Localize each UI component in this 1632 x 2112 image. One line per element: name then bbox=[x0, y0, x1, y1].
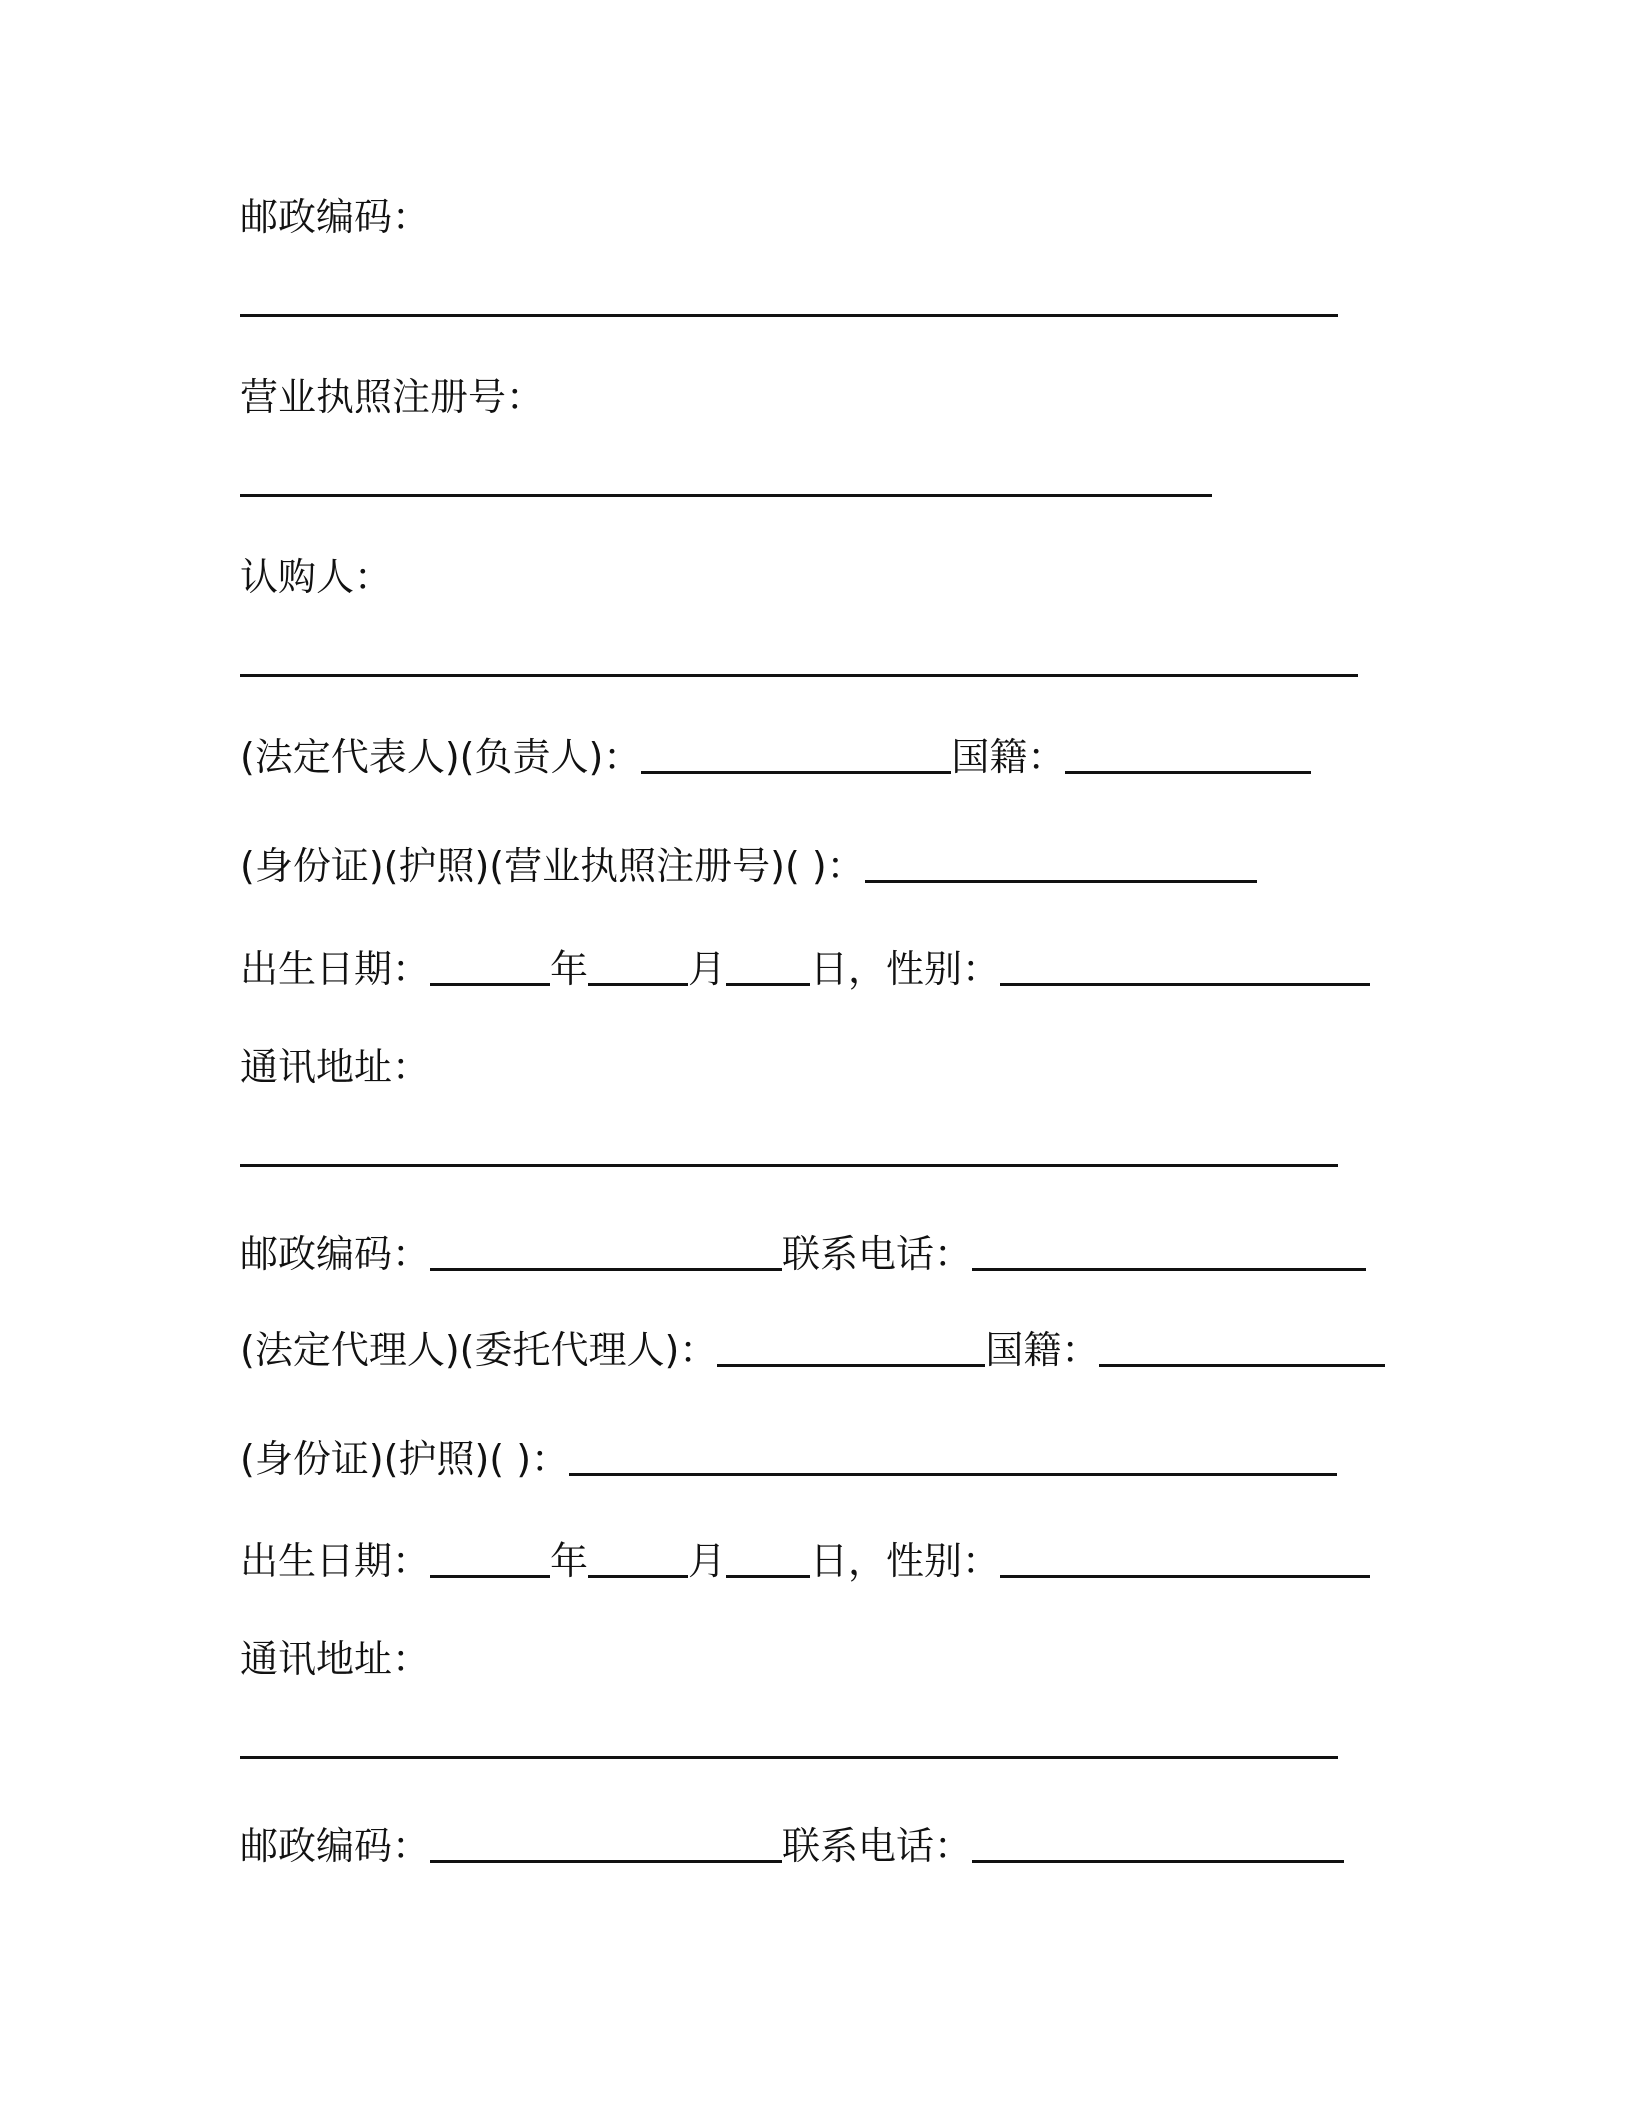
nationality-label: 国籍： bbox=[951, 735, 1066, 779]
address-blank[interactable] bbox=[240, 1722, 1338, 1759]
postal-code-row-1 bbox=[240, 193, 430, 241]
phone-label: 联系电话： bbox=[782, 1232, 973, 1276]
postal-code-label: 邮政编码： bbox=[240, 1232, 431, 1276]
address-blank-line-1[interactable] bbox=[240, 1126, 1338, 1174]
month-label: 月 bbox=[688, 1539, 727, 1583]
birth-day-blank[interactable] bbox=[726, 1541, 810, 1578]
phone-label: 联系电话： bbox=[782, 1824, 973, 1868]
birth-day-blank[interactable] bbox=[726, 949, 810, 986]
agent-row bbox=[240, 1326, 1385, 1374]
address-blank-line-2[interactable] bbox=[240, 1718, 1338, 1766]
id-document-label: (身份证)(护照)(营业执照注册号)( )： bbox=[240, 844, 865, 888]
birth-date-label: 出生日期： bbox=[240, 1539, 431, 1583]
id-document-row-2 bbox=[240, 1435, 1337, 1483]
legal-rep-label: (法定代表人)(负责人)： bbox=[240, 735, 642, 779]
nationality-blank[interactable] bbox=[1099, 1330, 1385, 1367]
id-document-label: (身份证)(护照)( )： bbox=[240, 1437, 570, 1481]
month-label: 月 bbox=[688, 947, 727, 991]
legal-rep-row bbox=[240, 733, 1311, 781]
birth-month-blank[interactable] bbox=[588, 949, 688, 986]
subscriber-blank-line[interactable] bbox=[240, 636, 1358, 684]
birth-date-label: 出生日期： bbox=[240, 947, 431, 991]
postal-code-blank[interactable] bbox=[240, 280, 1338, 317]
postal-code-blank[interactable] bbox=[430, 1234, 782, 1271]
birth-year-blank[interactable] bbox=[430, 949, 550, 986]
birth-date-row-2 bbox=[240, 1537, 1370, 1585]
birth-month-blank[interactable] bbox=[588, 1541, 688, 1578]
address-row-2 bbox=[240, 1635, 430, 1683]
address-blank[interactable] bbox=[240, 1130, 1338, 1167]
birth-year-blank[interactable] bbox=[430, 1541, 550, 1578]
id-document-row-1 bbox=[240, 842, 1257, 890]
postal-code-label: 邮政编码： bbox=[240, 1824, 431, 1868]
gender-blank[interactable] bbox=[1000, 1541, 1370, 1578]
id-document-blank[interactable] bbox=[865, 846, 1257, 883]
agent-label: (法定代理人)(委托代理人)： bbox=[240, 1328, 718, 1372]
business-license-row bbox=[240, 373, 544, 421]
agent-blank[interactable] bbox=[717, 1330, 985, 1367]
phone-blank[interactable] bbox=[972, 1826, 1344, 1863]
postal-code-blank-line-1[interactable] bbox=[240, 276, 1338, 324]
address-label: 通讯地址： bbox=[240, 1637, 431, 1681]
subscriber-blank[interactable] bbox=[240, 640, 1358, 677]
gender-blank[interactable] bbox=[1000, 949, 1370, 986]
day-gender-label: 日，性别： bbox=[810, 947, 1001, 991]
subscriber-label: 认购人： bbox=[240, 555, 393, 599]
birth-date-row-1 bbox=[240, 945, 1370, 993]
legal-rep-blank[interactable] bbox=[641, 737, 951, 774]
id-document-blank[interactable] bbox=[569, 1439, 1337, 1476]
postal-phone-row-2 bbox=[240, 1822, 1344, 1870]
business-license-blank[interactable] bbox=[240, 460, 1212, 497]
phone-blank[interactable] bbox=[972, 1234, 1366, 1271]
address-row-1 bbox=[240, 1043, 430, 1091]
postal-code-blank[interactable] bbox=[430, 1826, 782, 1863]
year-label: 年 bbox=[550, 947, 589, 991]
postal-code-label: 邮政编码： bbox=[240, 195, 431, 239]
nationality-blank[interactable] bbox=[1065, 737, 1311, 774]
year-label: 年 bbox=[550, 1539, 589, 1583]
nationality-label: 国籍： bbox=[985, 1328, 1100, 1372]
business-license-blank-line[interactable] bbox=[240, 456, 1212, 504]
business-license-label: 营业执照注册号： bbox=[240, 375, 545, 419]
address-label: 通讯地址： bbox=[240, 1045, 431, 1089]
subscriber-row bbox=[240, 553, 392, 601]
postal-phone-row-1 bbox=[240, 1230, 1366, 1278]
day-gender-label: 日，性别： bbox=[810, 1539, 1001, 1583]
